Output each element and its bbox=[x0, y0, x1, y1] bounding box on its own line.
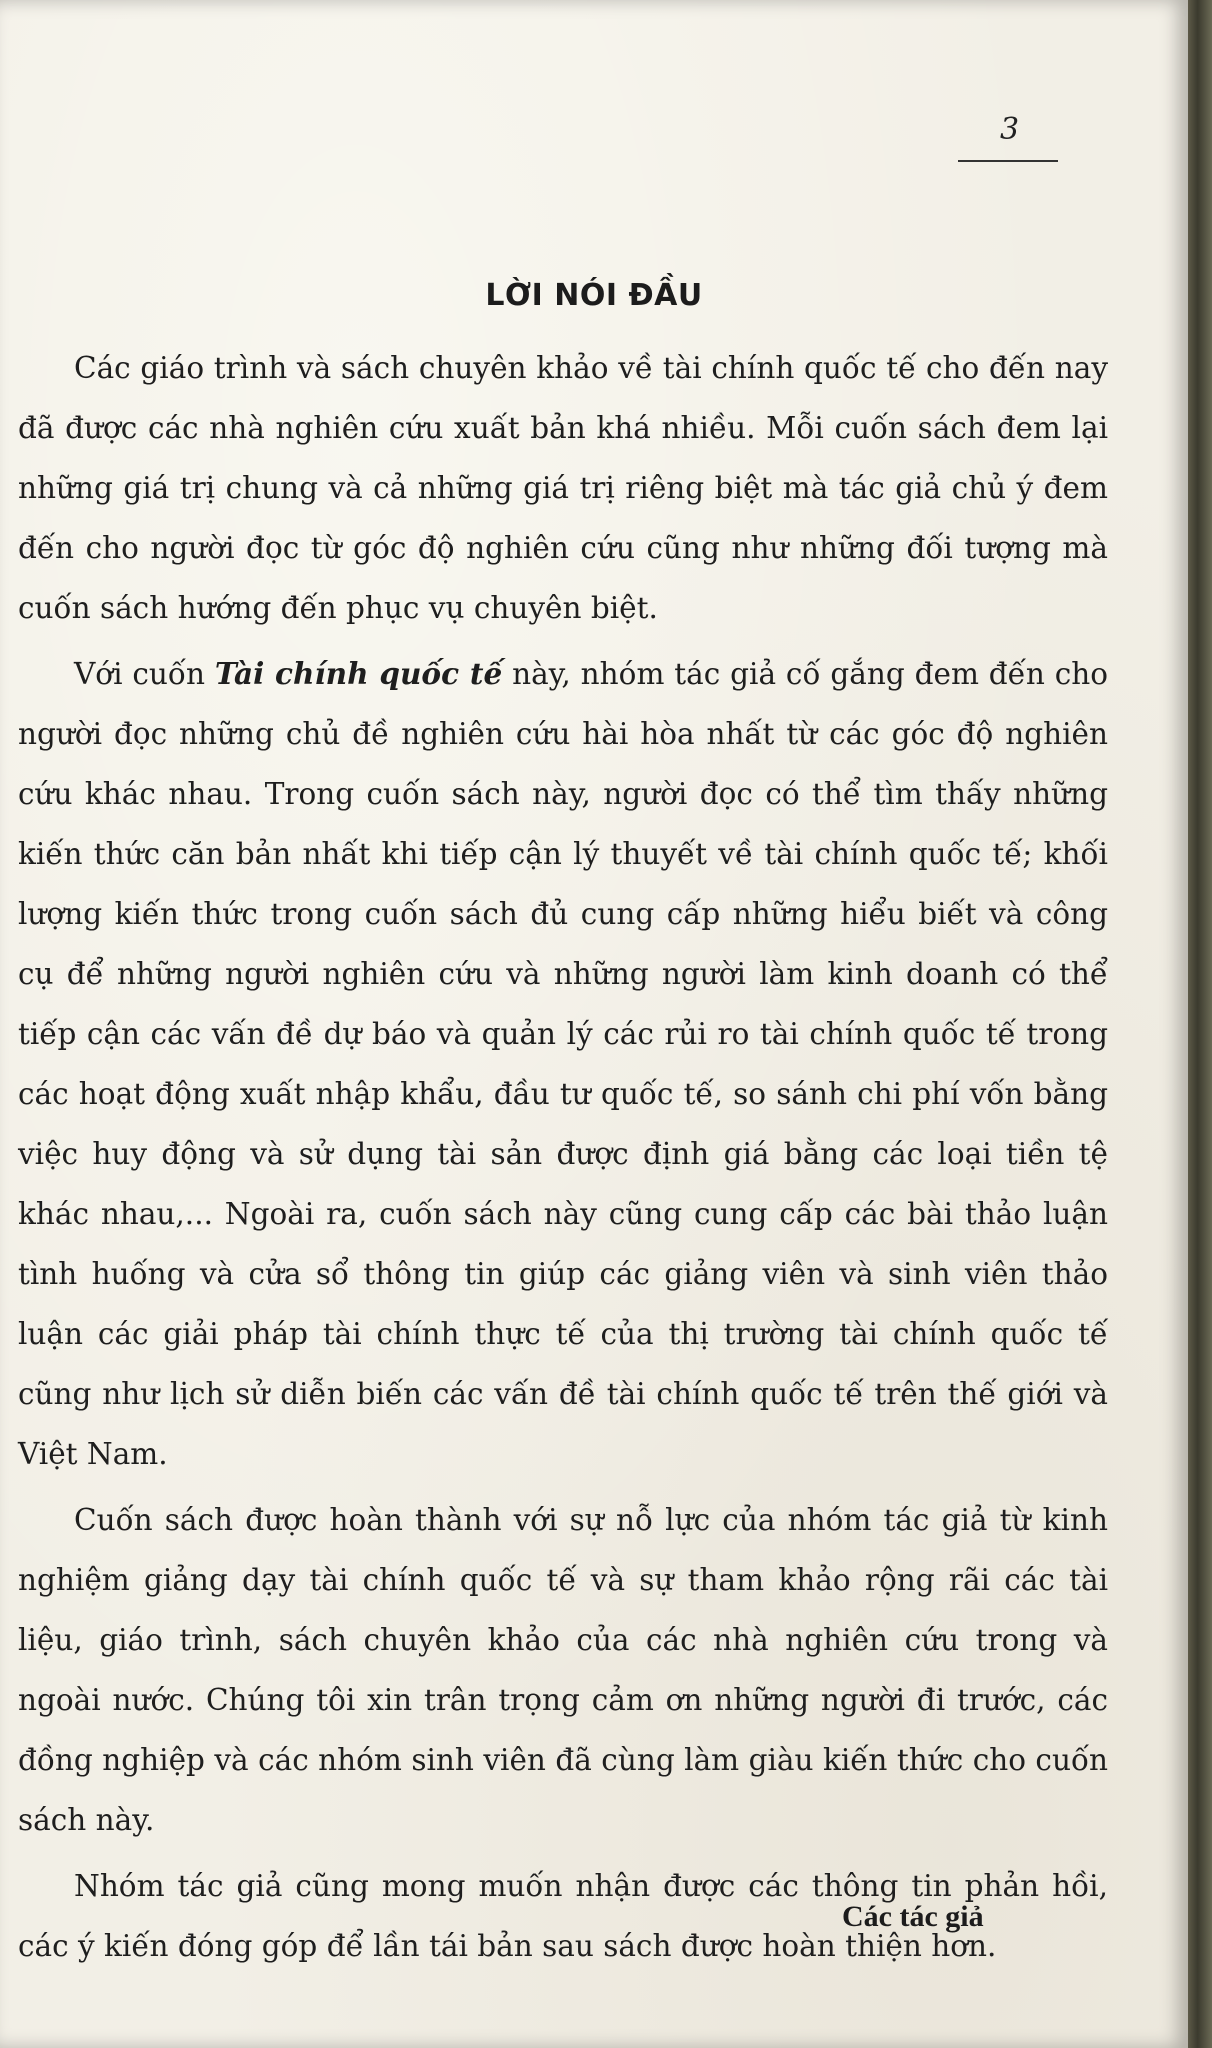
paragraph-2-lead: Với cuốn bbox=[74, 657, 215, 691]
paragraph-2-rest: này, nhóm tác giả cố gắng đem đến cho người đọc những chủ đề nghiên cứu hài hòa nhất từ các góc độ nghiên cứu khác nhau. Trong cuốn sách này, người đọc có thể tìm thấy những kiến thức căn bản nhất khi tiếp cận lý thuyết về tài chính quốc tế; khối lượng kiến thức trong cuốn sách đủ cung cấp những hiểu biết và công cụ để những người nghiên cứu và những người làm kinh doanh có thể tiếp cận các vấn đề dự báo và quản lý các rủi ro tài chính quốc tế trong các hoạt động xuất nhập khẩu, đầu tư quốc tế, so sánh chi phí vốn bằng việc huy động và sử dụng tài sản được định giá bằng các loại tiền tệ khác nhau,... Ngoài ra, cuốn sách này cũng cung cấp các bài thảo luận tình huống và cửa sổ thông tin giúp các giảng viên và sinh viên thảo luận các giải pháp tài chính thực tế của thị trường tài chính quốc tế cũng như lịch sử diễn biến các vấn đề tài chính quốc tế trên thế giới và Việt Nam. bbox=[18, 657, 1108, 1471]
book-title-emphasis: Tài chính quốc tế bbox=[214, 656, 503, 691]
signature: Các tác giả bbox=[842, 1900, 984, 1933]
book-spine-edge bbox=[1188, 0, 1212, 2048]
preface-body bbox=[18, 338, 1108, 1982]
paragraph-2 bbox=[18, 644, 1108, 1484]
paragraph-4: Nhóm tác giả cũng mong muốn nhận được các thông tin phản hồi, các ý kiến đóng góp để lần tái bản sau sách được hoàn thiện hơn. bbox=[18, 1869, 1108, 1963]
page-number: 3 bbox=[999, 112, 1021, 147]
page-title: LỜI NÓI ĐẦU bbox=[485, 278, 703, 313]
page-number-underline bbox=[958, 160, 1058, 162]
paragraph-1: Các giáo trình và sách chuyên khảo về tài chính quốc tế cho đến nay đã được các nhà nghiên cứu xuất bản khá nhiều. Mỗi cuốn sách đem lại những giá trị chung và cả những giá trị riêng biệt mà tác giả chủ ý đem đến cho người đọc từ góc độ nghiên cứu cũng như những đối tượng mà cuốn sách hướng đến phục vụ chuyên biệt. bbox=[18, 351, 1108, 625]
paragraph-3: Cuốn sách được hoàn thành với sự nỗ lực của nhóm tác giả từ kinh nghiệm giảng dạy tài chính quốc tế và sự tham khảo rộng rãi các tài liệu, giáo trình, sách chuyên khảo của các nhà nghiên cứu trong và ngoài nước. Chúng tôi xin trân trọng cảm ơn những người đi trước, các đồng nghiệp và các nhóm sinh viên đã cùng làm giàu kiến thức cho cuốn sách này. bbox=[18, 1503, 1108, 1837]
